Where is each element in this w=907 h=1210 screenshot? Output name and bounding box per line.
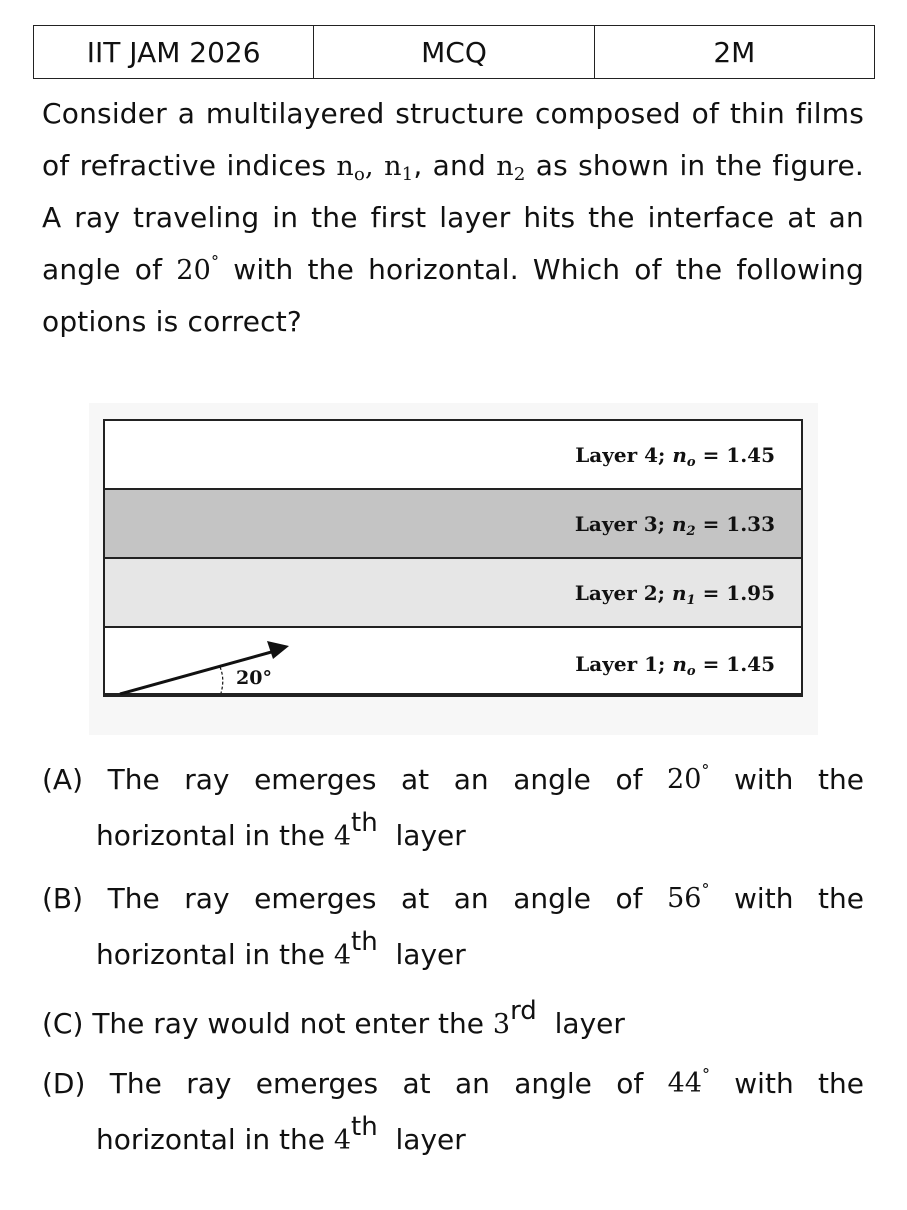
layer-3-label: Layer 3; $n_2 = 1.33$ (574, 512, 775, 539)
angle-arc (220, 667, 223, 693)
option-b[interactable]: (B) The ray emerges at an angle of 56° with the horizontal in the 4th layer (42, 871, 864, 984)
option-c-label: (C) (42, 1007, 84, 1040)
option-d-label: (D) (42, 1067, 86, 1100)
option-b-label: (B) (42, 882, 84, 915)
question-type-cell: MCQ (314, 26, 594, 78)
question-part2: as shown in the figure. A ray traveling in the first layer hits the interface at an angle of (42, 148, 864, 286)
option-a[interactable]: (A) The ray emerges at an angle of 20° with the horizontal in the 4th layer (42, 752, 864, 865)
layer-4-label: Layer 4; $n_o = 1.45$ (575, 443, 775, 470)
n0-symbol: $n_o$ (336, 150, 366, 185)
exam-header-table (33, 25, 875, 79)
option-a-label: (A) (42, 763, 84, 796)
option-b-angle: 56° (667, 880, 710, 914)
n2-symbol: $n_2$ (496, 150, 526, 185)
n1-symbol: $n_1$ (384, 150, 414, 185)
ray-arrowhead (267, 641, 289, 659)
marks-cell: 2M (713, 35, 756, 69)
layer-figure (103, 419, 803, 697)
question-angle: 20° (176, 251, 220, 286)
question-part1: Consider a multilayered structure composed of thin films of refractive indices (42, 97, 864, 182)
question-and: , and (413, 148, 486, 182)
option-a-angle: 20° (667, 761, 710, 795)
ray-diagram (105, 421, 801, 695)
layer-2-label: Layer 2; $n_1 = 1.95$ (574, 581, 775, 608)
option-c[interactable]: (C) The ray would not enter the 3rd layer (42, 996, 625, 1040)
angle-label: 20° (236, 667, 272, 689)
exam-name-cell: IIT JAM 2026 (34, 26, 314, 78)
layer-1-label: Layer 1; $n_o = 1.45$ (575, 652, 775, 679)
question-text: Consider a multilayered structure composed of thin films of refractive indices $n_o$, $n_1$, and $n_2$ as shown in the figure. A ray traveling in the first layer hits the interface at an angle of 20° with the horizontal. Which of the following options is correct? (42, 97, 864, 338)
question-part3: with the horizontal. Which of the following options is correct? (42, 252, 864, 338)
option-d[interactable]: (D) The ray emerges at an angle of 44° with the horizontal in the 4th layer (42, 1056, 864, 1169)
option-d-angle: 44° (667, 1065, 710, 1099)
